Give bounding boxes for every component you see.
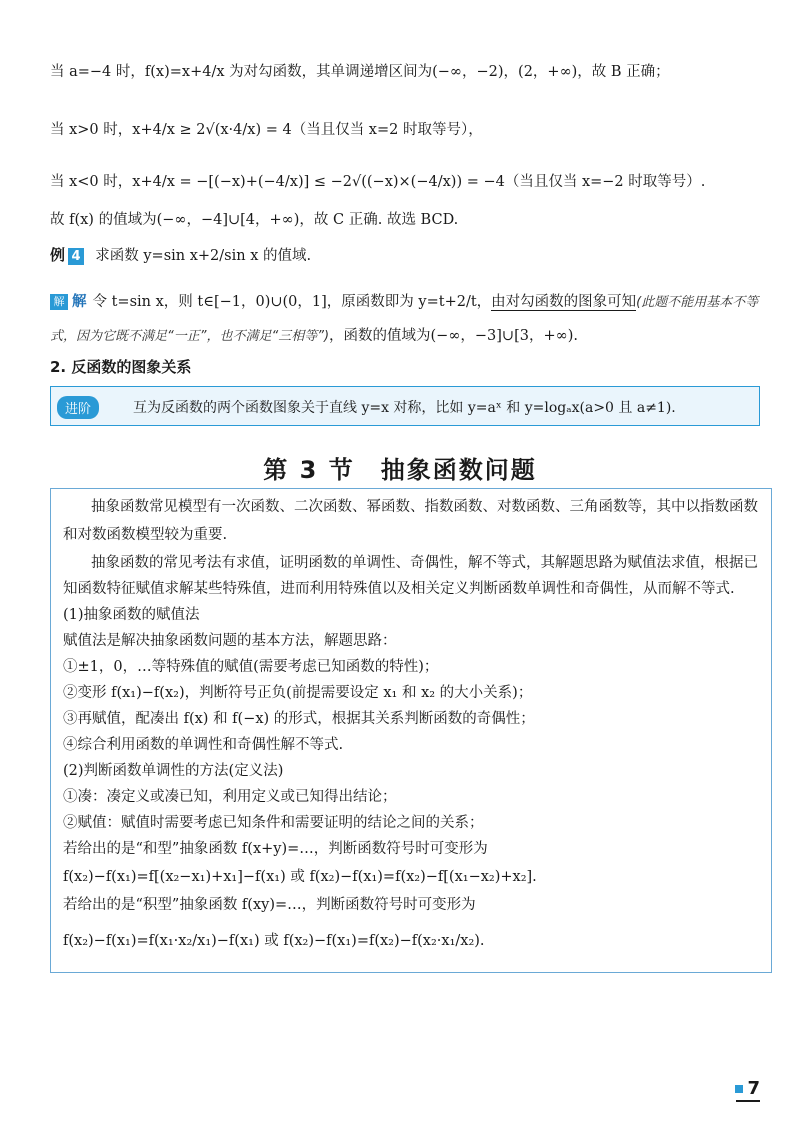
text-line-3: 当 x<0 时，x+4/x = −[(−x)+(−4/x)] ≤ −2√((−x)×(−4/x)) = −4（当且仅当 x=−2 时取等号）. bbox=[50, 174, 706, 190]
solution-title: 解 bbox=[72, 293, 87, 310]
box-h1: (1)抽象函数的赋值法 bbox=[63, 607, 200, 623]
box-s1: ①±1，0，…等特殊值的赋值(需要考虑已知函数的特性)； bbox=[63, 659, 439, 675]
advance-box bbox=[50, 386, 760, 426]
example-heading bbox=[50, 244, 311, 265]
box-h2: (2)判断函数单调性的方法(定义法) bbox=[63, 763, 284, 779]
box-t1: 赋值法是解决抽象函数问题的基本方法，解题思路： bbox=[63, 633, 397, 649]
example-text: 求函数 y=sin x+2/sin x 的值域. bbox=[95, 248, 312, 264]
example-label: 例 bbox=[50, 246, 66, 264]
solution-icon: 解 bbox=[50, 294, 68, 310]
method-box bbox=[50, 488, 772, 973]
box-s2: ②变形 f(x₁)−f(x₂)，判断符号正负(前提需要设定 x₁ 和 x₂ 的大小关系)； bbox=[63, 685, 533, 701]
box-p2b: 知函数特征赋值求解某些特殊值，进而利用特殊值以及相关定义判断函数单调性和奇偶性，从而解不等式. bbox=[63, 581, 735, 597]
page-number-text: 7 bbox=[747, 1078, 760, 1099]
solution-line-2 bbox=[50, 326, 578, 347]
text-line-2: 当 x>0 时，x+4/x ≥ 2√(x·4/x) = 4（当且仅当 x=2 时取等号）， bbox=[50, 122, 483, 138]
solution-text-2: ，函数的值域为(−∞，−3]∪[3，+∞). bbox=[329, 328, 578, 344]
box-p1a: 抽象函数常见模型有一次函数、二次函数、幂函数、指数函数、对数函数、三角函数等，其中以指数函数 bbox=[91, 499, 758, 515]
solution-line-1 bbox=[50, 292, 758, 313]
solution-underlined: 由对勾函数的图象可知 bbox=[491, 294, 637, 310]
box-f2: f(x₂)−f(x₁)=f(x₁·x₂/x₁)−f(x₁) 或 f(x₂)−f(x₁)=f(x₂)−f(x₂·x₁/x₂). bbox=[63, 933, 485, 949]
solution-note-1: (此题不能用基本不等 bbox=[636, 295, 759, 310]
box-m3: 若给出的是“和型”抽象函数 f(x+y)=…，判断函数符号时可变形为 bbox=[63, 841, 488, 857]
page-underline bbox=[736, 1100, 760, 1102]
box-f1: f(x₂)−f(x₁)=f[(x₂−x₁)+x₁]−f(x₁) 或 f(x₂)−f(x₁)=f(x₂)−f[(x₁−x₂)+x₂]. bbox=[63, 869, 537, 885]
box-p2a: 抽象函数的常见考法有求值，证明函数的单调性、奇偶性，解不等式，其解题思路为赋值法求值，根据已 bbox=[91, 555, 758, 571]
box-p1b: 和对数函数模型较为重要. bbox=[63, 527, 228, 543]
page-marker-icon bbox=[735, 1085, 743, 1093]
box-m4: 若给出的是“积型”抽象函数 f(xy)=…，判断函数符号时可变形为 bbox=[63, 897, 476, 913]
solution-note-2: 式，因为它既不满足“一正”，也不满足“三相等”) bbox=[50, 329, 330, 344]
page-number bbox=[735, 1078, 760, 1099]
box-s4: ④综合利用函数的单调性和奇偶性解不等式. bbox=[63, 737, 344, 753]
box-m1: ①凑：凑定义或凑已知，利用定义或已知得出结论； bbox=[63, 789, 397, 805]
box-s3: ③再赋值，配凑出 f(x) 和 f(−x) 的形式，根据其关系判断函数的奇偶性； bbox=[63, 711, 535, 727]
text-line-4: 故 f(x) 的值域为(−∞，−4]∪[4，+∞)，故 C 正确. 故选 BCD. bbox=[50, 212, 459, 228]
text-line-1: 当 a=−4 时，f(x)=x+4/x 为对勾函数，其单调递增区间为(−∞，−2)，(2，+∞)，故 B 正确； bbox=[50, 64, 670, 80]
example-number: 4 bbox=[68, 248, 84, 265]
solution-text-1: 令 t=sin x，则 t∈[−1，0)∪(0，1]，原函数即为 y=t+2/t， bbox=[92, 294, 492, 310]
advance-text: 互为反函数的两个函数图象关于直线 y=x 对称，比如 y=aˣ 和 y=logₐx(a>0 且 a≠1). bbox=[133, 400, 676, 416]
advance-tag: 进阶 bbox=[57, 396, 99, 419]
section-2-title: 2. 反函数的图象关系 bbox=[50, 358, 192, 376]
box-m2: ②赋值：赋值时需要考虑已知条件和需要证明的结论之间的关系； bbox=[63, 815, 484, 831]
section-3-title: 第 3 节 抽象函数问题 bbox=[263, 456, 537, 484]
